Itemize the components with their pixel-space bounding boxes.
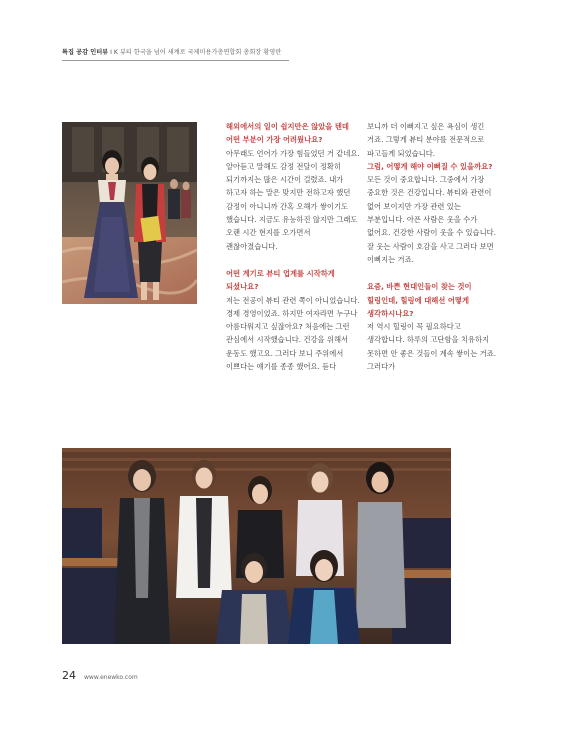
answer-beauty-start: 저는 전공이 뷰티 관련 쪽이 아니었습니다. 경제 경영이었죠. 하지만 여자라면 누구나 아름다워지고 싶잖아요? 처음에는 그런 관심에서 시작했습니다. 건강을 위해서 운동도 했고요. 그러다 보니 주위에서 이쁘다는 얘기를 종종 했어요. 듣다 bbox=[226, 295, 360, 372]
section-label: 특집 공감 인터뷰 bbox=[62, 49, 109, 56]
running-header bbox=[62, 48, 289, 57]
header-subtitle: K 뷰티 한국을 넘어 세계로 국제미용가총연합회 총회장 황영란 bbox=[113, 49, 282, 56]
photo-two-women bbox=[62, 122, 197, 304]
page-footer bbox=[62, 669, 138, 682]
question-beauty-start: 어떤 계기로 뷰티 업계를 시작하게 되셨나요? bbox=[226, 268, 335, 292]
article-column-right bbox=[367, 120, 500, 373]
header-separator: I bbox=[110, 49, 112, 56]
article-column-left bbox=[226, 120, 360, 373]
question-healing: 요즘, 바쁜 현대인들이 찾는 것이 힐링인데, 힐링에 대해선 어떻게 생각하시나요? bbox=[367, 282, 472, 318]
header-divider bbox=[62, 60, 289, 61]
page-number: 24 bbox=[62, 669, 76, 682]
answer-difficulty: 아무래도 언어가 가장 힘들었던 거 같네요. 알아듣고 말해도 감정 전달이 정확히 되기까지는 많은 시간이 걸렸죠. 내가 하고자 하는 말은 맞지만 전하고자 했던 감정이 아니니까 간혹 오해가 쌓이기도 했습니다. 지금도 유능하진 않지만 그래도 오랜 시간 현지를 오가면서 괜찮아졌습니다. bbox=[226, 148, 360, 251]
photo-group bbox=[62, 448, 451, 644]
answer-healing: 저 역시 힐링이 꼭 필요하다고 생각합니다. 하루의 고단함을 치유하지 못하면 안 좋은 것들이 계속 쌓이는 거죠. 그러다가 bbox=[367, 322, 497, 372]
question-difficulty: 해외에서의 일이 쉽지만은 않았을 텐데 어떤 부분이 가장 어려웠나요? bbox=[226, 122, 349, 145]
question-how-beautiful: 그럼, 어떻게 해야 이뻐질 수 있을까요? bbox=[367, 161, 493, 171]
website-url: www.enewko.com bbox=[84, 674, 138, 681]
answer-how-beautiful: 모든 것이 중요합니다. 그중에서 가장 중요한 것은 건강입니다. 뷰티와 관련이 없어 보이지만 가장 관련 있는 부분입니다. 아픈 사람은 웃을 수가 없어요. 건강한 사람이 웃을 수 있습니다. 잘 웃는 사람이 호감을 사고 그러다 보면 이뻐지는 거죠. bbox=[367, 175, 497, 264]
answer-continued: 보니까 더 이뻐지고 싶은 욕심이 생긴 거죠. 그렇게 뷰티 분야를 전문적으로 파고들게 되었습니다. bbox=[367, 122, 485, 158]
